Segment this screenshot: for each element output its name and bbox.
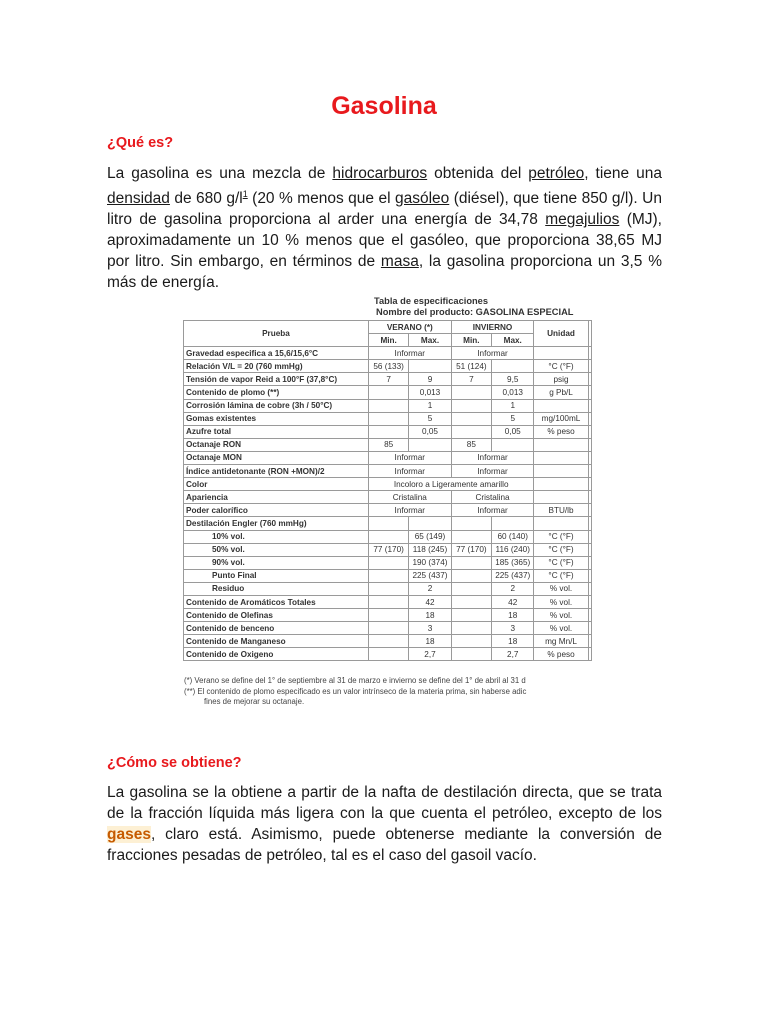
cell-prueba: Destilación Engler (760 mmHg) <box>184 517 369 530</box>
cell-imin <box>451 556 491 569</box>
cell-prueba: 10% vol. <box>184 530 369 543</box>
cell-prueba: Punto Final <box>184 569 369 582</box>
cell-unidad: % vol. <box>534 609 588 622</box>
cell-imin: 51 (124) <box>451 360 491 373</box>
cell-unidad <box>534 491 588 504</box>
table-row <box>184 412 592 425</box>
cell-invierno: Informar <box>451 451 534 464</box>
cell-verano: Informar <box>368 465 451 478</box>
cell-invierno: Informar <box>451 465 534 478</box>
cell-unidad: °C (°F) <box>534 569 588 582</box>
cell-vmax: 190 (374) <box>409 556 451 569</box>
paragraph-que-es: La gasolina es una mezcla de hidrocarburos obtenida del petróleo, tiene una densidad de 680 $g/l^1$ (20 % menos que el gasóleo (diésel), que tiene 850 g/l). Un litro de gasolina proporciona al arder una energía de 34,78 megajulios (MJ), aproximadamente un 10 % menos que el gasóleo, que proporciona 38,65 MJ por litro. Sin embargo, en términos de masa, la gasolina proporciona un 3,5 % más de energía. <box>107 165 662 292</box>
cell-imin <box>451 530 491 543</box>
cell-imax: 9,5 <box>492 373 534 386</box>
cell-vmax: 225 (437) <box>409 569 451 582</box>
cell-imin <box>451 595 491 608</box>
cell-imax: 2 <box>492 582 534 595</box>
cell-verano: Informar <box>368 347 451 360</box>
cell-unidad: % peso <box>534 648 588 661</box>
cell-vmin <box>368 582 408 595</box>
cell-imin: 7 <box>451 373 491 386</box>
spec-table-product: Nombre del producto: GASOLINA ESPECIAL <box>376 307 574 317</box>
cell-imin <box>451 609 491 622</box>
cell-vmin <box>368 556 408 569</box>
table-row <box>184 438 592 451</box>
table-row <box>184 595 592 608</box>
header-invierno: INVIERNO <box>451 321 534 334</box>
spec-table-title: Tabla de especificaciones <box>374 296 489 306</box>
cell-prueba: Contenido de benceno <box>184 622 369 635</box>
cell-vmax: 9 <box>409 373 451 386</box>
cell-prueba: Residuo <box>184 582 369 595</box>
cell-unidad: % vol. <box>534 582 588 595</box>
cell-vmin: 56 (133) <box>368 360 408 373</box>
cell-vmin <box>368 609 408 622</box>
cell-imin <box>451 517 491 530</box>
table-row <box>184 622 592 635</box>
cell-vmax: 3 <box>409 622 451 635</box>
cell-imax: 1 <box>492 399 534 412</box>
table-row <box>184 648 592 661</box>
cell-imax <box>492 517 534 530</box>
cell-vmin <box>368 635 408 648</box>
header-min: Min. <box>368 334 408 347</box>
cell-vmin <box>368 425 408 438</box>
table-row <box>184 543 592 556</box>
cell-vmax: 5 <box>409 412 451 425</box>
cell-imin: 77 (170) <box>451 543 491 556</box>
cell-prueba: Contenido de Olefinas <box>184 609 369 622</box>
cell-imax: 3 <box>492 622 534 635</box>
cell-unidad <box>534 451 588 464</box>
cell-imax: 2,7 <box>492 648 534 661</box>
cell-vmin: 7 <box>368 373 408 386</box>
table-row <box>184 582 592 595</box>
heading-como-se-obtiene: ¿Cómo se obtiene? <box>107 755 242 771</box>
header-min: Min. <box>451 334 491 347</box>
cell-imin <box>451 412 491 425</box>
table-row <box>184 347 592 360</box>
cell-imax: 0,013 <box>492 386 534 399</box>
heading-que-es: ¿Qué es? <box>107 135 174 151</box>
header-unidad: Unidad <box>534 321 588 347</box>
table-row <box>184 635 592 648</box>
cell-prueba: Tensión de vapor Reid a 100°F (37,8°C) <box>184 373 369 386</box>
cell-verano: Cristalina <box>368 491 451 504</box>
link-hidrocarburos[interactable]: hidrocarburos <box>332 165 428 182</box>
cell-imin <box>451 582 491 595</box>
cell-imax <box>492 360 534 373</box>
cell-vmin <box>368 517 408 530</box>
cell-verano: Informar <box>368 504 451 517</box>
cell-unidad <box>534 347 588 360</box>
cell-imin <box>451 635 491 648</box>
cell-unidad <box>534 399 588 412</box>
table-row <box>184 465 592 478</box>
cell-imax: 5 <box>492 412 534 425</box>
page-title: Gasolina <box>331 92 437 120</box>
cell-invierno: Informar <box>451 347 534 360</box>
cell-vmin <box>368 399 408 412</box>
cell-unidad <box>534 517 588 530</box>
cell-prueba: Octanaje MON <box>184 451 369 464</box>
cell-unidad: °C (°F) <box>534 543 588 556</box>
spec-notes <box>184 676 592 708</box>
table-row <box>184 609 592 622</box>
cell-vmax: 1 <box>409 399 451 412</box>
cell-prueba: Octanaje RON <box>184 438 369 451</box>
cell-unidad: % vol. <box>534 622 588 635</box>
table-row <box>184 451 592 464</box>
cell-unidad <box>534 478 588 491</box>
cell-vmin <box>368 530 408 543</box>
cell-imin <box>451 569 491 582</box>
cell-vmin <box>368 595 408 608</box>
cell-vmax: 2 <box>409 582 451 595</box>
spec-table-image <box>180 292 592 712</box>
cell-vmin: 85 <box>368 438 408 451</box>
cell-vmax: 2,7 <box>409 648 451 661</box>
cell-unidad: °C (°F) <box>534 556 588 569</box>
cell-unidad: g Pb/L <box>534 386 588 399</box>
table-row <box>184 556 592 569</box>
cell-imin <box>451 425 491 438</box>
paragraph-como-se-obtiene: La gasolina se la obtiene a partir de la nafta de destilación directa, que se trata de la fracción líquida más ligera con la que cuenta el petróleo, excepto de los gases, claro está. Asimismo, puede obtenerse mediante la conversión de fracciones pesadas de petróleo, tal es el caso del gasoil vacío. <box>107 784 662 864</box>
spec-table <box>183 320 592 661</box>
cell-prueba: 50% vol. <box>184 543 369 556</box>
cell-imax: 60 (140) <box>492 530 534 543</box>
table-row <box>184 360 592 373</box>
cell-imin <box>451 399 491 412</box>
header-max: Max. <box>409 334 451 347</box>
cell-prueba: Color <box>184 478 369 491</box>
note-verano: (*) Verano se define del 1° de septiembre al 31 de marzo e invierno se define del 1° de abril al 31 d <box>184 676 526 685</box>
cell-invierno: Informar <box>451 504 534 517</box>
table-row <box>184 530 592 543</box>
cell-vmin <box>368 386 408 399</box>
cell-imin <box>451 622 491 635</box>
cell-imax: 18 <box>492 635 534 648</box>
cell-vmax: 42 <box>409 595 451 608</box>
cell-vmax <box>409 360 451 373</box>
cell-prueba: Gravedad especifica a 15,6/15,6°C <box>184 347 369 360</box>
cell-prueba: Contenido de Aromáticos Totales <box>184 595 369 608</box>
cell-prueba: Índice antidetonante (RON +MON)/2 <box>184 465 369 478</box>
cell-prueba: Gomas existentes <box>184 412 369 425</box>
cell-vmax: 18 <box>409 635 451 648</box>
cell-vmax: 18 <box>409 609 451 622</box>
cell-vmin <box>368 412 408 425</box>
link-masa[interactable]: masa <box>380 253 419 271</box>
cell-vmin: 77 (170) <box>368 543 408 556</box>
cell-unidad: % peso <box>534 425 588 438</box>
cell-unidad: °C (°F) <box>534 530 588 543</box>
link-gasoleo[interactable]: gasóleo <box>394 190 450 208</box>
cell-unidad: mg/100mL <box>534 412 588 425</box>
cell-unidad: % vol. <box>534 595 588 608</box>
cell-imax: 0,05 <box>492 425 534 438</box>
cell-unidad: BTU/lb <box>534 504 588 517</box>
link-gases[interactable]: gases <box>107 826 151 843</box>
cell-prueba: Apariencia <box>184 491 369 504</box>
cell-prueba: Corrosión lámina de cobre (3h / 50°C) <box>184 399 369 412</box>
cell-prueba: Azufre total <box>184 425 369 438</box>
table-row <box>184 491 592 504</box>
cell-prueba: Contenido de Manganeso <box>184 635 369 648</box>
cell-vmax: 118 (245) <box>409 543 451 556</box>
cell-unidad: psig <box>534 373 588 386</box>
cell-vmax: 0,05 <box>409 425 451 438</box>
cell-imax: 18 <box>492 609 534 622</box>
cell-unidad: mg Mn/L <box>534 635 588 648</box>
cell-vmin <box>368 648 408 661</box>
note-plomo: (**) El contenido de plomo especificado es un valor intrínseco de la materia prima, sin haberse adic <box>184 686 527 696</box>
table-row <box>184 569 592 582</box>
link-densidad[interactable]: densidad <box>107 190 170 208</box>
table-row <box>184 373 592 386</box>
cell-imax <box>492 438 534 451</box>
cell-vmin <box>368 569 408 582</box>
table-row <box>184 399 592 412</box>
cell-prueba: Contenido de plomo (**) <box>184 386 369 399</box>
cell-vmin <box>368 622 408 635</box>
table-row <box>184 386 592 399</box>
table-row <box>184 478 592 491</box>
cell-unidad: °C (°F) <box>534 360 588 373</box>
header-max: Max. <box>492 334 534 347</box>
cell-imin: 85 <box>451 438 491 451</box>
table-row <box>184 517 592 530</box>
link-petroleo[interactable]: petróleo <box>528 165 585 182</box>
cell-invierno: Cristalina <box>451 491 534 504</box>
header-prueba: Prueba <box>184 321 369 347</box>
cell-value: Incoloro a Ligeramente amarillo <box>368 478 533 491</box>
cell-prueba: Contenido de Oxigeno <box>184 648 369 661</box>
table-row <box>184 504 592 517</box>
link-megajulios[interactable]: megajulios <box>545 211 620 229</box>
table-row <box>184 425 592 438</box>
cell-imin <box>451 386 491 399</box>
cell-imax: 116 (240) <box>492 543 534 556</box>
cell-imax: 225 (437) <box>492 569 534 582</box>
cell-vmax: 0,013 <box>409 386 451 399</box>
note-plomo-cont: fines de mejorar su octanaje. <box>204 697 305 706</box>
cell-imax: 185 (365) <box>492 556 534 569</box>
cell-verano: Informar <box>368 451 451 464</box>
header-verano: VERANO (*) <box>368 321 451 334</box>
cell-imin <box>451 648 491 661</box>
cell-vmax: 65 (149) <box>409 530 451 543</box>
cell-unidad <box>534 438 588 451</box>
cell-vmax <box>409 438 451 451</box>
footnote-link[interactable]: 1 <box>242 189 248 199</box>
cell-imax: 42 <box>492 595 534 608</box>
cell-unidad <box>534 465 588 478</box>
cell-vmax <box>409 517 451 530</box>
cell-prueba: Relación V/L = 20 (760 mmHg) <box>184 360 369 373</box>
cell-prueba: Poder calorífico <box>184 504 369 517</box>
cell-prueba: 90% vol. <box>184 556 369 569</box>
